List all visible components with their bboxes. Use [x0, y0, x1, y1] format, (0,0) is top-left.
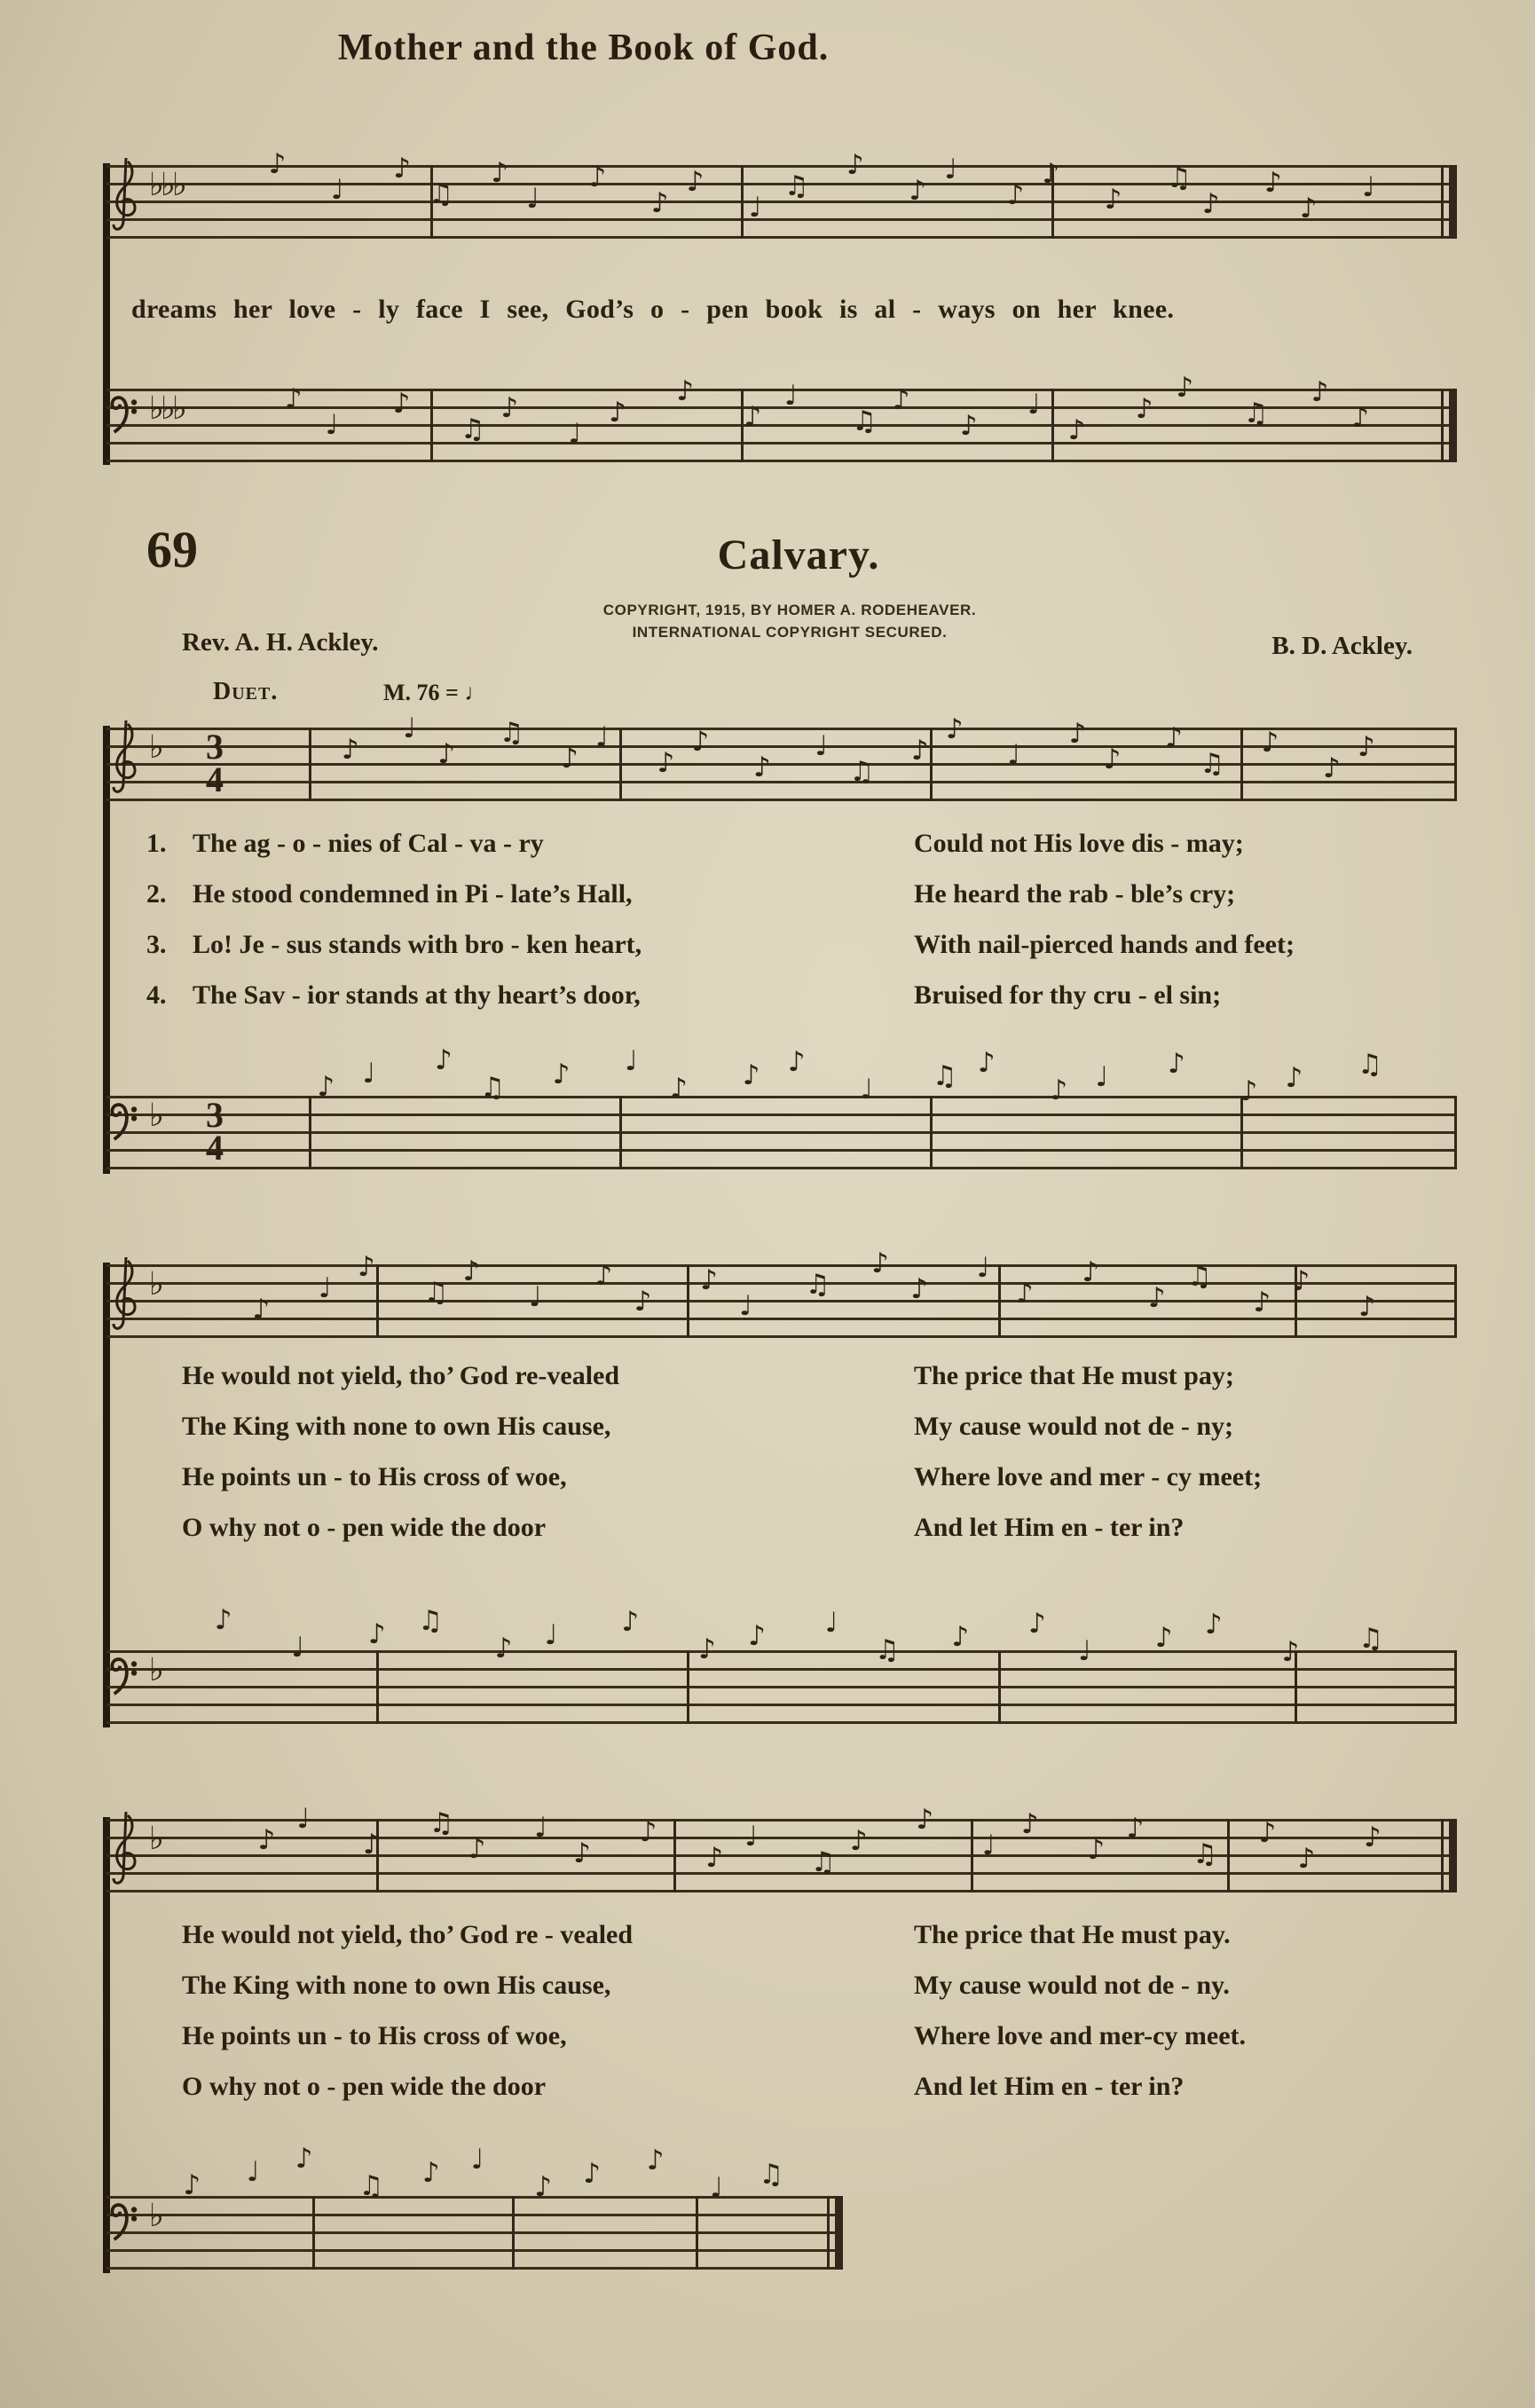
bass-clef-icon	[110, 2198, 140, 2252]
note-icon: ♩	[403, 712, 416, 744]
note-icon: ♪	[268, 148, 287, 180]
note-icon: ♫	[1200, 748, 1224, 780]
note-icon: ♩	[1362, 171, 1375, 203]
note-icon: ♪	[634, 1286, 652, 1318]
treble-clef-icon	[110, 1808, 142, 1905]
note-icon: ♩	[529, 1281, 542, 1313]
note-icon: ♪	[1167, 1048, 1185, 1080]
note-icon: ♫	[429, 1807, 454, 1839]
note-icon: ♪	[468, 1833, 486, 1865]
barline	[696, 2196, 698, 2270]
note-icon: ♪	[1357, 731, 1375, 763]
note-icon: ♫	[1192, 1838, 1217, 1870]
note-icon: ♪	[1082, 1256, 1100, 1288]
note-icon: ♩	[625, 1045, 638, 1077]
note-icon: ♪	[1020, 1808, 1039, 1840]
note-icon: ♩	[568, 418, 582, 450]
bass-clef-icon	[110, 390, 140, 445]
note-icon: ♪	[700, 1264, 718, 1296]
note-icon: ♪	[1042, 158, 1060, 190]
note-icon: ♪	[686, 166, 705, 198]
verse-text-left: The Sav - ior stands at thy heart’s door,	[193, 980, 641, 1010]
note-icon: ♩	[1027, 389, 1041, 421]
performance-label: Duet.	[213, 678, 279, 705]
verse-text-right: Could not His love dis - may;	[914, 829, 1244, 858]
note-icon: ♩	[1078, 1635, 1091, 1667]
note-icon: ♪	[588, 161, 607, 193]
refrain-text-left: O why not o - pen wide the door	[182, 2072, 547, 2101]
music-system-2	[106, 1249, 1457, 1782]
refrain-text-left: The King with none to own His cause,	[182, 1971, 611, 2000]
key-signature: ♭	[149, 2198, 161, 2234]
note-icon: ♪	[977, 1047, 996, 1079]
note-icon: ♪	[650, 187, 669, 219]
verse-text-left: He stood condemned in Pi - late’s Hall,	[193, 879, 633, 909]
verse-text-right: With nail-pierced hands and feet;	[914, 930, 1295, 959]
barline	[971, 1819, 973, 1893]
note-icon: ♪	[393, 153, 411, 185]
treble-clef-icon	[110, 1254, 142, 1350]
note-icon: ♩	[748, 192, 762, 224]
note-icon: ♪	[435, 1044, 453, 1076]
refrain-text-right: The price that He must pay.	[914, 1920, 1231, 1949]
note-icon: ♩	[470, 2144, 484, 2176]
refrain-text-left: The King with none to own His cause,	[182, 1412, 611, 1441]
barline	[673, 1819, 676, 1893]
note-icon: ♪	[491, 157, 509, 189]
note-icon: ♩	[362, 1058, 376, 1090]
note-icon: ♪	[787, 1046, 806, 1078]
note-icon: ♩	[291, 1632, 304, 1664]
note-icon: ♪	[639, 1816, 657, 1848]
key-signature: ♭	[149, 1098, 161, 1134]
treble-staff	[106, 148, 1457, 239]
note-icon: ♪	[748, 1620, 766, 1652]
note-icon: ♪	[609, 397, 626, 429]
note-icon: ♩	[739, 1290, 752, 1322]
note-icon: ♪	[1292, 1265, 1311, 1297]
refrain-text-right: The price that He must pay;	[914, 1361, 1234, 1390]
barline	[1240, 728, 1243, 801]
note-icon: ♫	[1358, 1623, 1383, 1655]
barline	[930, 1096, 933, 1169]
verse-number: 4.	[146, 980, 167, 1010]
refrain-text-right: Where love and mer-cy meet.	[914, 2021, 1247, 2050]
treble-clef-icon	[110, 717, 142, 814]
author-words: Rev. A. H. Ackley.	[182, 628, 379, 657]
barline	[687, 1650, 689, 1724]
bass-clef-icon	[110, 1652, 140, 1706]
note-icon: ♪	[959, 410, 978, 442]
verse-text-right: He heard the rab - ble’s cry;	[914, 879, 1236, 909]
barline	[619, 728, 622, 801]
bass-staff	[106, 1604, 1457, 1724]
note-icon: ♪	[697, 1633, 716, 1665]
refrain-text-left: He would not yield, tho’ God re-vealed	[182, 1361, 620, 1390]
note-icon: ♪	[1299, 193, 1318, 224]
music-system-1	[106, 705, 1457, 1247]
note-icon: ♪	[573, 1837, 591, 1869]
note-icon: ♪	[1154, 1622, 1173, 1654]
note-icon: ♪	[621, 1606, 640, 1638]
note-icon: ♪	[1050, 1074, 1068, 1106]
verse-block	[146, 828, 1457, 1011]
note-icon: ♪	[534, 2171, 553, 2203]
note-icon: ♩	[744, 1821, 758, 1853]
time-signature-top: 3	[206, 727, 224, 767]
note-icon: ♪	[494, 1633, 513, 1664]
note-icon: ♫	[429, 178, 453, 210]
note-icon: ♪	[1240, 1075, 1258, 1107]
music-system-prev	[106, 133, 1457, 506]
note-icon: ♫	[358, 2170, 384, 2202]
time-signature-bottom: 4	[206, 759, 224, 800]
note-icon: ♪	[367, 1618, 386, 1650]
note-icon: ♪	[500, 392, 519, 424]
note-icon: ♪	[183, 2169, 201, 2201]
note-icon: ♪	[252, 1294, 271, 1326]
note-icon: ♩	[534, 1812, 547, 1844]
note-icon: ♫	[874, 1634, 900, 1666]
note-icon: ♩	[976, 1252, 990, 1284]
note-icon: ♪	[691, 726, 710, 758]
note-icon: ♩	[595, 721, 609, 753]
bass-staff	[106, 1044, 1457, 1169]
note-icon: ♩	[784, 380, 798, 412]
note-icon: ♩	[1007, 739, 1020, 771]
final-barline	[835, 2196, 843, 2270]
note-icon: ♩	[815, 730, 829, 762]
author-music: B. D. Ackley.	[1271, 632, 1413, 660]
note-icon: ♪	[1015, 1278, 1034, 1310]
note-icon: ♪	[552, 1058, 571, 1090]
note-icon: ♫	[810, 1846, 836, 1878]
note-icon: ♪	[871, 1247, 889, 1279]
refrain-text-right: Where love and mer - cy meet;	[914, 1462, 1263, 1491]
barline	[687, 1264, 689, 1338]
barline	[376, 1650, 379, 1724]
barline	[376, 1264, 379, 1338]
key-signature: ♭	[149, 1266, 161, 1302]
lyric-line: dreams her love - ly face I see, God’s o - pen book is al - ways on her knee.	[131, 295, 1175, 324]
note-icon: ♪	[1201, 188, 1220, 220]
note-icon: ♫	[460, 413, 485, 445]
refrain-text-right: My cause would not de - ny.	[914, 1971, 1230, 2000]
note-icon: ♪	[1104, 184, 1122, 216]
refrain-text-right: And let Him en - ter in?	[914, 2072, 1185, 2101]
note-icon: ♪	[317, 1071, 335, 1103]
note-icon: ♪	[284, 383, 303, 415]
note-icon: ♪	[752, 752, 771, 783]
barline	[1454, 1264, 1457, 1338]
final-barline	[1441, 1819, 1444, 1893]
copyright-line-2: INTERNATIONAL COPYRIGHT SECURED.	[632, 623, 948, 641]
note-icon: ♪	[1261, 727, 1279, 759]
note-icon: ♩	[330, 174, 344, 206]
treble-clef-icon	[110, 154, 142, 251]
note-icon: ♩	[824, 1607, 838, 1639]
barline	[512, 2196, 515, 2270]
refrain-text-right: My cause would not de - ny;	[914, 1412, 1234, 1441]
note-icon: ♪	[1281, 1636, 1300, 1668]
refrain-text-left: He points un - to His cross of woe,	[182, 1462, 567, 1491]
note-icon: ♪	[951, 1621, 970, 1653]
note-icon: ♪	[892, 384, 910, 416]
key-signature: ♭♭♭	[149, 390, 184, 427]
note-icon: ♪	[295, 2143, 313, 2175]
note-icon: ♪	[257, 1824, 276, 1856]
note-icon: ♪	[1258, 1817, 1277, 1849]
final-barline	[1449, 165, 1457, 239]
note-icon: ♫	[499, 717, 524, 749]
note-icon: ♪	[945, 713, 964, 745]
time-signature-bottom: 4	[206, 1128, 224, 1169]
verse-text-left: The ag - o - nies of Cal - va - ry	[193, 829, 544, 858]
refrain-block	[182, 1919, 1457, 2103]
note-icon: ♪	[1126, 1813, 1145, 1845]
barline	[998, 1650, 1001, 1724]
note-icon: ♪	[1297, 1843, 1316, 1875]
time-signature	[206, 1095, 224, 1169]
note-icon: ♪	[341, 734, 359, 766]
note-icon: ♪	[214, 1604, 232, 1636]
note-icon: ♫	[418, 1605, 443, 1637]
note-icon: ♪	[437, 738, 456, 770]
note-icon: ♪	[1147, 1282, 1166, 1314]
barline	[1454, 1096, 1457, 1169]
barline	[312, 2196, 315, 2270]
note-icon: ♪	[1165, 722, 1183, 754]
hymn-number: 69	[146, 521, 198, 578]
note-icon: ♫	[805, 1269, 830, 1301]
note-icon: ♪	[1285, 1062, 1303, 1094]
final-barline	[1441, 389, 1444, 462]
barline	[1227, 1819, 1230, 1893]
note-icon: ♪	[916, 1804, 934, 1836]
note-icon: ♪	[1103, 744, 1122, 775]
barline	[309, 728, 311, 801]
note-icon: ♪	[1311, 376, 1329, 408]
note-icon: ♩	[526, 183, 539, 215]
note-icon: ♪	[1176, 372, 1194, 404]
note-icon: ♩	[860, 1074, 873, 1106]
note-icon: ♪	[744, 401, 762, 433]
barline	[309, 1096, 311, 1169]
copyright-line-1: COPYRIGHT, 1915, BY HOMER A. RODEHEAVER.	[602, 602, 977, 618]
note-icon: ♫	[759, 2159, 784, 2191]
note-icon: ♪	[1364, 1822, 1382, 1853]
time-signature	[206, 727, 224, 800]
note-icon: ♫	[1186, 1261, 1212, 1293]
note-icon: ♪	[1135, 393, 1153, 425]
barline	[930, 728, 933, 801]
note-icon: ♪	[1264, 167, 1282, 199]
barline	[430, 389, 433, 462]
note-icon: ♩	[246, 2156, 260, 2188]
barline	[1454, 728, 1457, 801]
note-icon: ♫	[852, 405, 877, 437]
key-signature: ♭	[149, 1652, 161, 1688]
hymn-header	[0, 497, 1535, 719]
note-icon: ♪	[594, 1260, 613, 1292]
verse-number: 3.	[146, 930, 167, 959]
refrain-text-left: He would not yield, tho’ God re - vealed	[182, 1920, 634, 1949]
note-icon: ♪	[462, 1255, 481, 1287]
bass-clef-icon	[110, 1098, 140, 1152]
note-icon: ♫	[1358, 1049, 1382, 1081]
note-icon: ♪	[583, 2158, 602, 2190]
note-icon: ♪	[1351, 402, 1370, 434]
note-icon: ♪	[1028, 1608, 1046, 1640]
barline	[1051, 389, 1054, 462]
note-icon: ♫	[1243, 397, 1269, 429]
key-signature: ♭	[149, 1821, 161, 1857]
note-icon: ♪	[910, 735, 929, 767]
note-icon: ♪	[742, 1059, 760, 1091]
final-barline	[827, 2196, 830, 2270]
note-icon: ♩	[296, 1803, 311, 1835]
note-icon: ♪	[849, 1825, 868, 1857]
time-signature-top: 3	[206, 1095, 224, 1135]
note-icon: ♫	[480, 1072, 505, 1104]
final-barline	[1441, 165, 1444, 239]
note-icon: ♪	[1253, 1287, 1271, 1318]
note-icon: ♩	[710, 2172, 723, 2204]
note-icon: ♪	[363, 1829, 381, 1861]
barline	[619, 1096, 622, 1169]
note-icon: ♪	[421, 2157, 440, 2189]
verse-number: 1.	[146, 829, 167, 858]
note-icon: ♫	[849, 756, 875, 788]
note-icon: ♪	[561, 743, 579, 775]
barline	[741, 165, 744, 239]
key-signature: ♭	[149, 729, 161, 766]
note-icon: ♪	[1067, 414, 1086, 446]
note-icon: ♪	[1204, 1609, 1223, 1641]
verse-number: 2.	[146, 879, 167, 909]
note-icon: ♪	[1322, 752, 1341, 784]
note-icon: ♪	[676, 375, 695, 407]
note-icon: ♩	[325, 409, 339, 441]
note-icon: ♫	[1166, 162, 1192, 194]
note-icon: ♪	[357, 1251, 375, 1283]
note-icon: ♪	[910, 1273, 929, 1305]
note-icon: ♪	[392, 388, 411, 420]
bass-staff	[106, 2143, 843, 2270]
note-icon: ♩	[544, 1619, 558, 1651]
verse-text-left: Lo! Je - sus stands with bro - ken heart,	[193, 930, 642, 959]
note-icon: ♩	[981, 1830, 996, 1861]
key-signature: ♭♭♭	[149, 167, 184, 203]
note-icon: ♩	[944, 153, 957, 185]
note-icon: ♪	[1087, 1834, 1106, 1866]
verse-text-right: Bruised for thy cru - el sin;	[914, 980, 1222, 1010]
treble-staff	[106, 1247, 1457, 1338]
note-icon: ♪	[846, 149, 864, 181]
note-icon: ♪	[1006, 179, 1025, 211]
note-icon: ♫	[783, 170, 809, 202]
note-icon: ♫	[932, 1060, 957, 1092]
music-system-3	[106, 1803, 1457, 2394]
note-icon: ♪	[909, 175, 927, 207]
barline	[998, 1264, 1001, 1338]
note-icon: ♪	[646, 2144, 665, 2176]
final-barline	[1449, 1819, 1457, 1893]
bass-staff	[106, 372, 1457, 462]
note-icon: ♩	[318, 1272, 332, 1304]
treble-staff	[106, 1803, 1457, 1893]
treble-staff	[106, 712, 1457, 801]
refrain-block	[182, 1360, 1457, 1544]
tempo-marking: M. 76 = ♩	[383, 680, 488, 705]
note-icon: ♩	[1095, 1061, 1109, 1093]
note-icon: ♪	[670, 1073, 688, 1105]
hymn-title: Calvary.	[717, 531, 880, 578]
note-icon: ♪	[1068, 718, 1087, 750]
note-icon: ♪	[657, 747, 675, 779]
note-icon: ♪	[705, 1842, 723, 1874]
refrain-text-left: He points un - to His cross of woe,	[182, 2021, 567, 2050]
refrain-text-left: O why not o - pen wide the door	[182, 1513, 547, 1542]
barline	[1454, 1650, 1457, 1724]
refrain-text-right: And let Him en - ter in?	[914, 1513, 1185, 1542]
note-icon: ♪	[1358, 1291, 1376, 1323]
prev-hymn-title: Mother and the Book of God.	[337, 28, 830, 68]
note-icon: ♫	[423, 1277, 449, 1309]
final-barline	[1449, 389, 1457, 462]
